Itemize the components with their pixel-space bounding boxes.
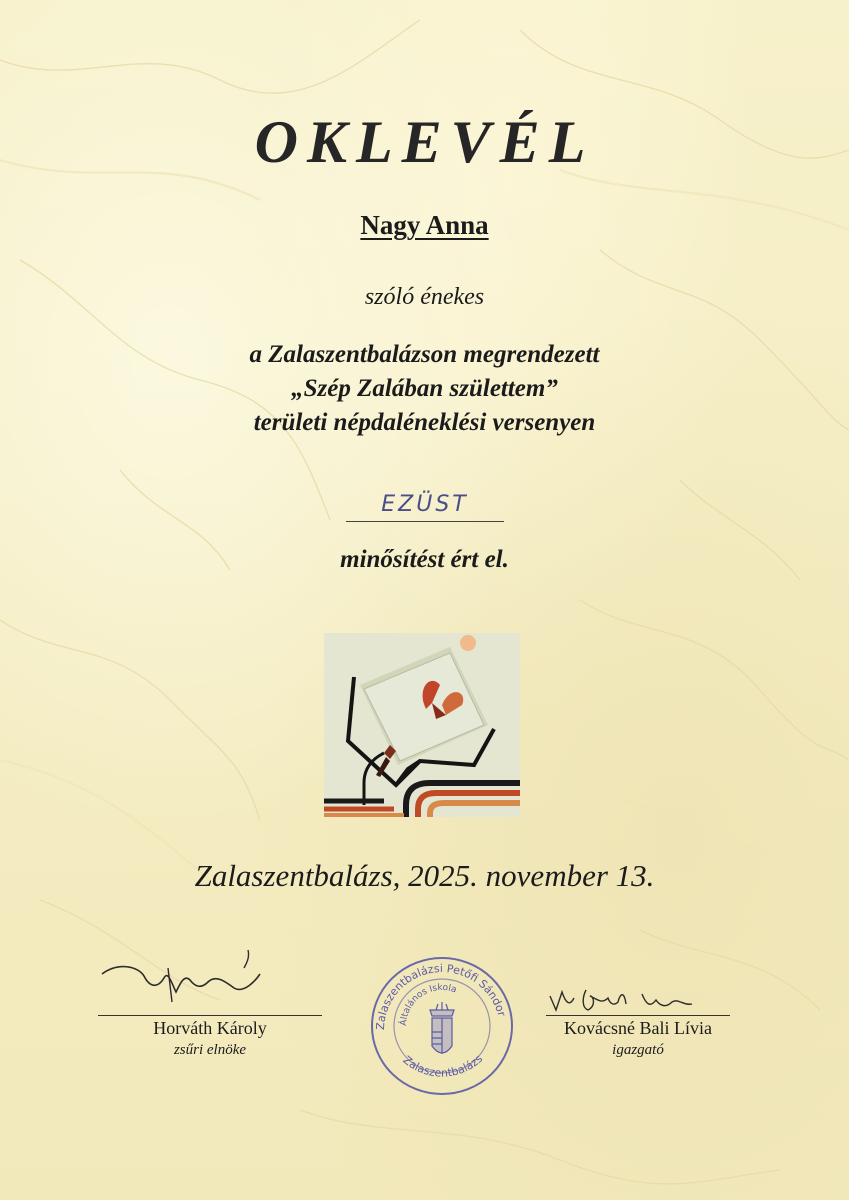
signer-role-right: igazgató (612, 1042, 664, 1058)
coat-of-arms-icon (430, 1002, 454, 1054)
event-line-1: a Zalaszentbalázson megrendezett (249, 341, 600, 368)
signature-line-left (98, 1015, 322, 1016)
school-stamp (362, 948, 522, 1098)
signer-role-left: zsűri elnöke (173, 1042, 247, 1058)
event-line-2: „Szép Zalában születtem” (291, 375, 558, 402)
date-line: Zalaszentbalázs, 2025. november 13. (194, 858, 655, 893)
stamp-outer-text: Zalaszentbalázsi Petőfi Sándor (373, 961, 509, 1031)
grade-handwritten: EZÜST (381, 492, 469, 517)
signature-kovacsne (546, 984, 696, 1016)
diploma-title: OKLEVÉL (254, 109, 595, 175)
signature-line-right (546, 1015, 730, 1016)
event-description (0, 338, 849, 440)
signer-name-right: Kovácsné Bali Lívia (564, 1018, 712, 1038)
book-and-pen-emblem (324, 633, 520, 817)
achieved-text: minősítést ért el. (340, 546, 509, 573)
grade-underline (346, 521, 504, 522)
recipient-name: Nagy Anna (360, 210, 489, 240)
grade-field (346, 492, 504, 522)
event-line-3: területi népdaléneklési versenyen (253, 409, 596, 436)
signature-horvath (98, 944, 278, 1010)
award-category: szóló énekes (364, 284, 485, 310)
stamp-bottom-text: Zalaszentbalázs (400, 1052, 486, 1080)
signer-name-left: Horváth Károly (153, 1018, 267, 1038)
stamp-inner-text: Általános Iskola (398, 982, 458, 1027)
svg-text:Zalaszentbalázs (400, 1052, 485, 1080)
